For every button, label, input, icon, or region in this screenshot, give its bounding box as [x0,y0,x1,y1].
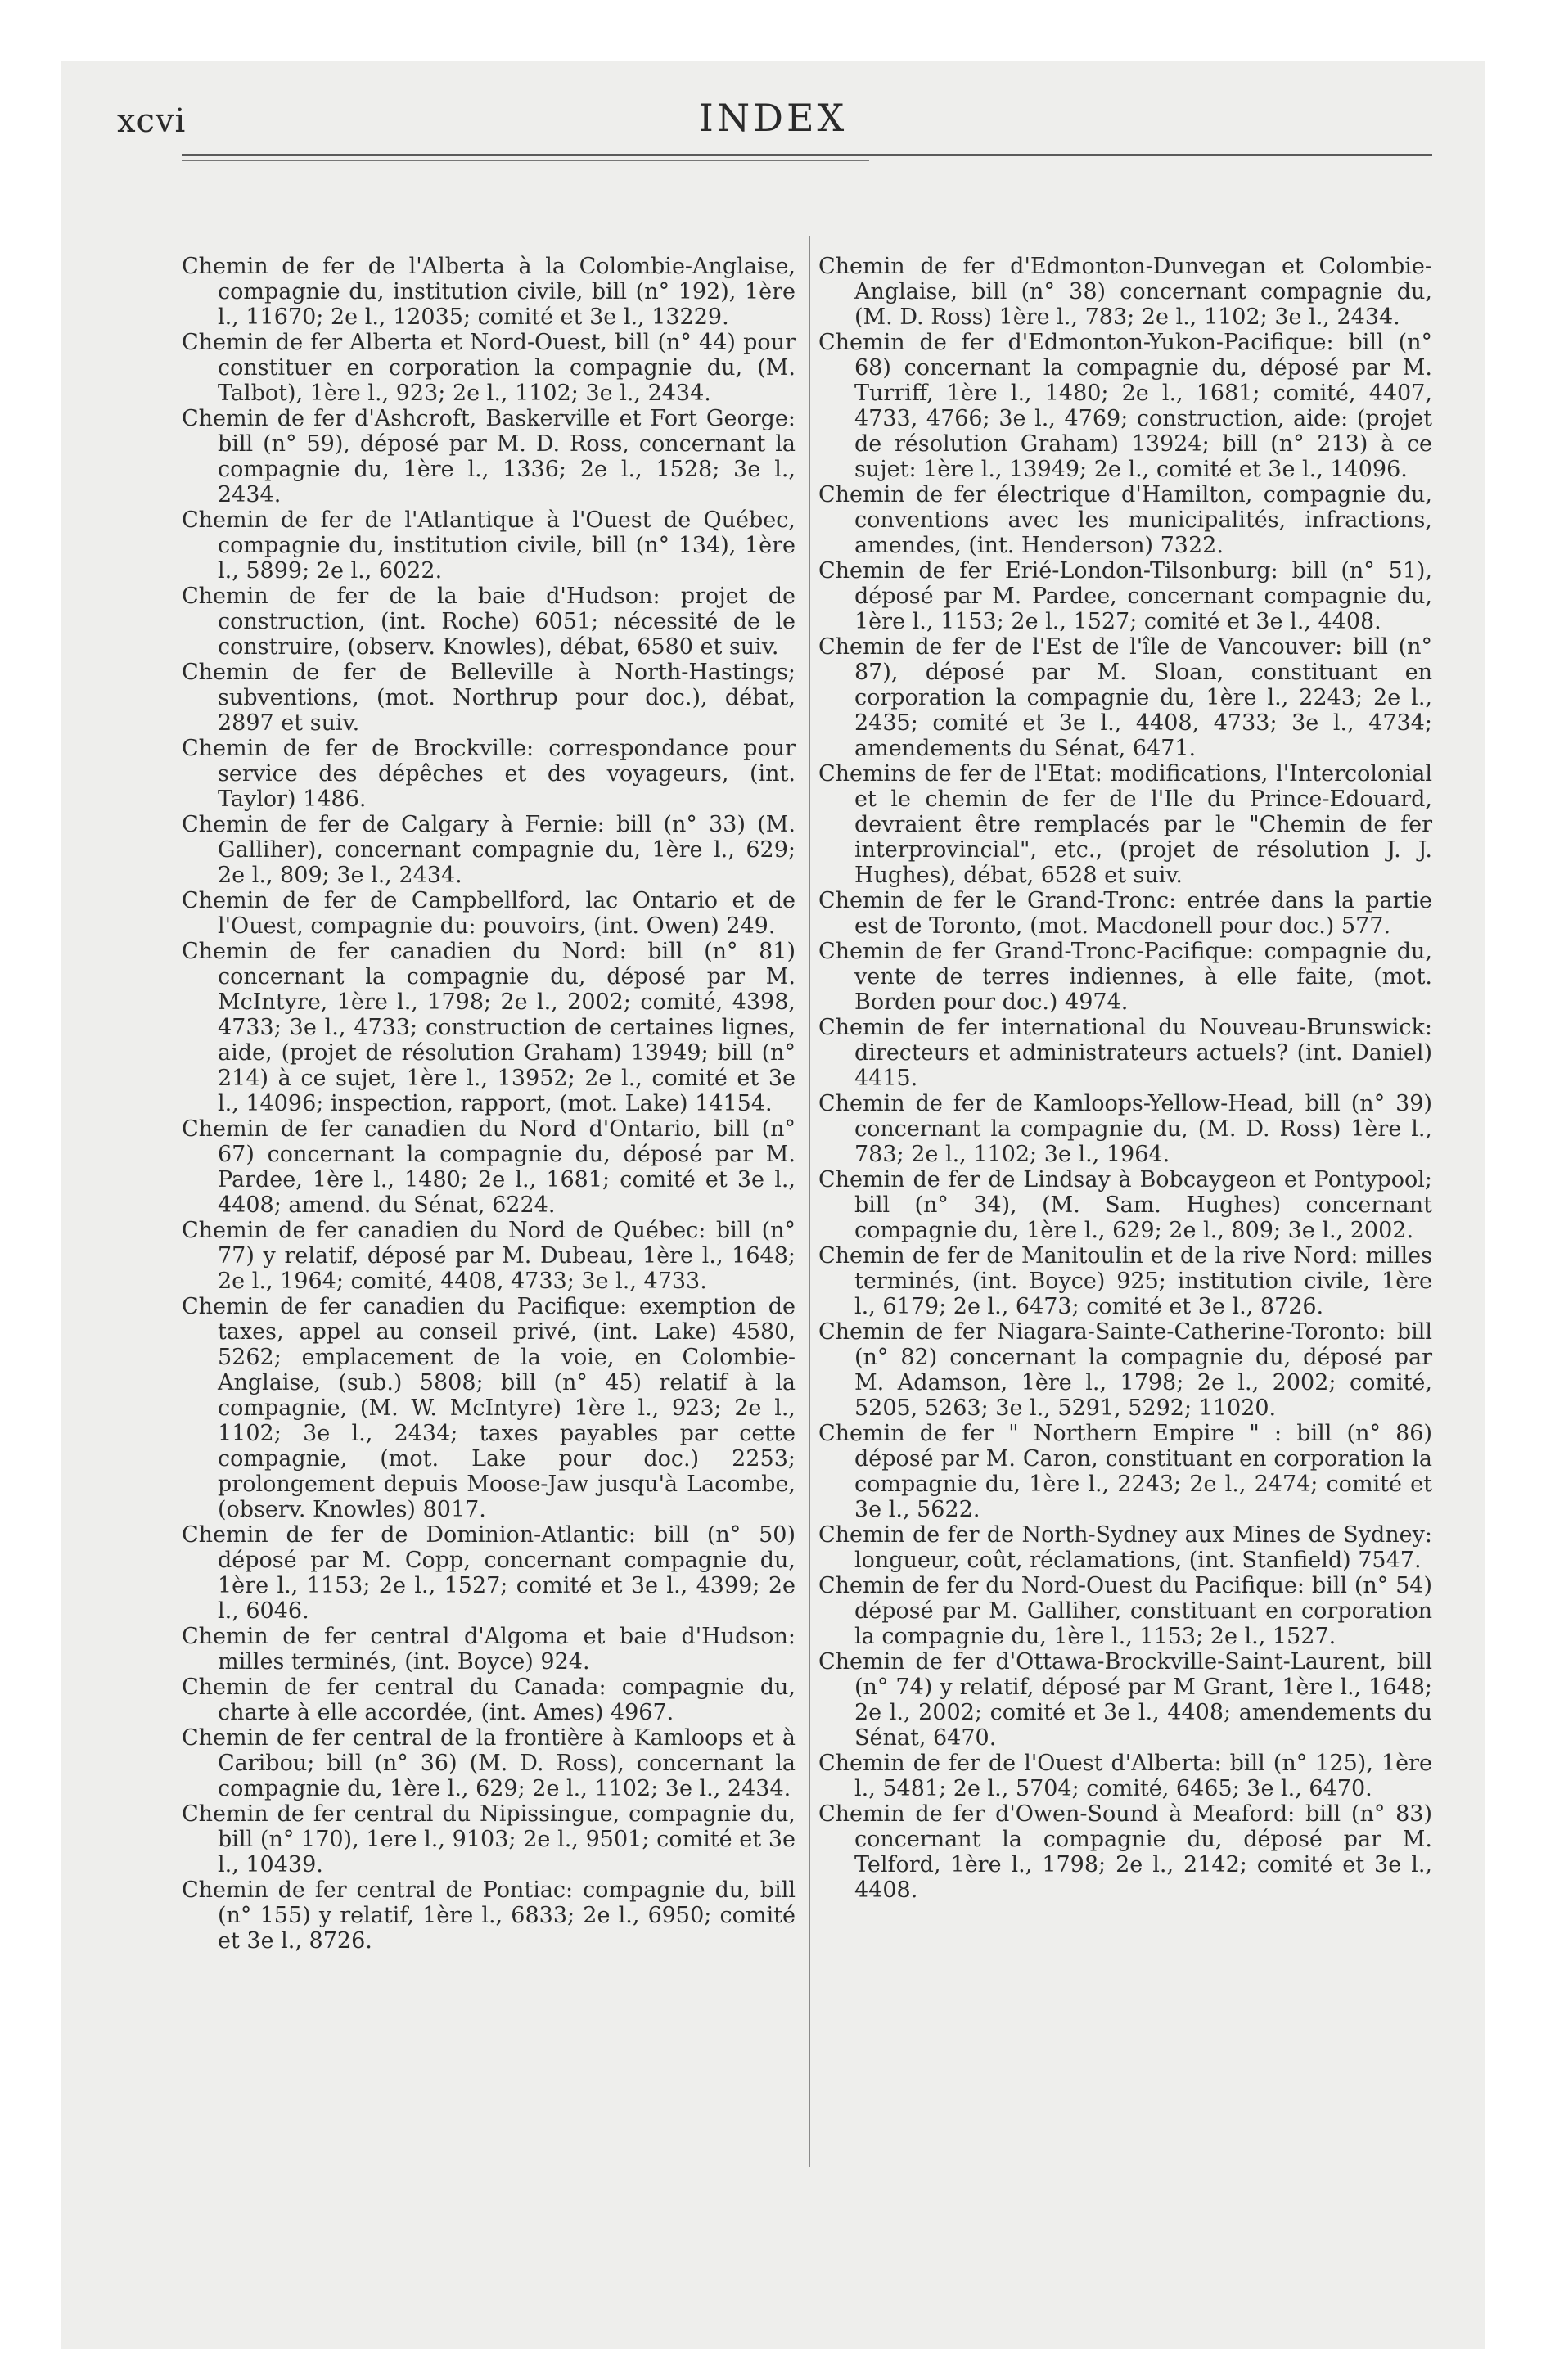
header-rule-thin [182,160,869,161]
index-entry [818,330,1432,482]
page-title: INDEX [698,96,848,140]
index-entry-text: Chemin de fer de Lindsay à Bobcaygeon et Pontypool; bill (n° 34), (M. Sam. Hughes) concernant compagnie du, 1ère l., 629; 2e l., 809; 3e l., 2002. [818,1167,1432,1243]
header-rule-thick [182,154,1432,156]
index-entry [182,1116,796,1218]
index-entry [182,330,796,406]
index-entry-text: Chemin de fer central de Pontiac: compagnie du, bill (n° 155) y relatif, 1ère l., 6833; 2e l., 6950; comité et 3e l., 8726. [182,1877,796,1954]
index-entry [182,1801,796,1877]
index-entry-text: Chemin de fer le Grand-Tronc: entrée dans la partie est de Toronto, (mot. Macdonell pour doc.) 577. [818,888,1432,939]
index-entry-text: Chemin de fer de Calgary à Fernie: bill (n° 33) (M. Galliher), concernant compagnie du, 1ère l., 629; 2e l., 809; 3e l., 2434. [182,812,796,888]
column-divider [809,236,810,2167]
index-entry [182,939,796,1116]
header-rule [182,154,1432,161]
index-entry-text: Chemin de fer central du Canada: compagnie du, charte à elle accordée, (int. Ames) 4967. [182,1675,796,1725]
index-entry-text: Chemin de fer de la baie d'Hudson: projet de construction, (int. Roche) 6051; nécessité de le construire, (observ. Knowles), débat, 6580 et suiv. [182,584,796,660]
index-entry-text: Chemin de fer de l'Alberta à la Colombie-Anglaise, compagnie du, institution civile, bill (n° 192), 1ère l., 11670; 2e l., 12035; comité et 3e l., 13229. [182,254,796,330]
index-entry-text: Chemin de fer de l'Ouest d'Alberta: bill (n° 125), 1ère l., 5481; 2e l., 5704; comité, 6465; 3e l., 6470. [818,1751,1432,1801]
index-entry [818,1573,1432,1649]
index-entry-text: Chemin de fer de Manitoulin et de la rive Nord: milles terminés, (int. Boyce) 925; institution civile, 1ère l., 6179; 2e l., 6473; comité et 3e l., 8726. [818,1243,1432,1319]
index-entry-text: Chemin de fer Grand-Tronc-Pacifique: compagnie du, vente de terres indiennes, à elle faite, (mot. Borden pour doc.) 4974. [818,939,1432,1015]
index-entry-text: Chemin de fer de Belleville à North-Hastings; subventions, (mot. Northrup pour doc.), débat, 2897 et suiv. [182,660,796,736]
index-entry [818,558,1432,634]
index-entry-text: Chemin de fer de North-Sydney aux Mines de Sydney: longueur, coût, réclamations, (int. Stanfield) 7547. [818,1522,1432,1573]
index-entry [818,1015,1432,1091]
index-entry [182,1675,796,1725]
index-column-left [182,254,796,1954]
index-entry-text: Chemin de fer de Brockville: correspondance pour service des dépêches et des voyageurs, (int. Taylor) 1486. [182,736,796,812]
index-entry [182,1877,796,1954]
index-entry [818,1319,1432,1421]
index-entry-text: Chemin de fer électrique d'Hamilton, compagnie du, conventions avec les municipalités, infractions, amendes, (int. Henderson) 7322. [818,482,1432,558]
index-entry-text: Chemin de fer international du Nouveau-Brunswick: directeurs et administrateurs actuels? (int. Daniel) 4415. [818,1015,1432,1091]
index-entry [182,584,796,660]
index-entry [182,1294,796,1522]
index-entry [182,1624,796,1675]
index-entry-text: Chemin de fer " Northern Empire " : bill (n° 86) déposé par M. Caron, constituant en corporation la compagnie du, 1ère l., 2243; 2e l., 2474; comité et 3e l., 5622. [818,1421,1432,1522]
index-entry [182,812,796,888]
index-entry [182,406,796,507]
index-entry-text: Chemin de fer canadien du Nord d'Ontario, bill (n° 67) concernant la compagnie du, déposé par M. Pardee, 1ère l., 1480; 2e l., 1681; comité et 3e l., 4408; amend. du Sénat, 6224. [182,1116,796,1218]
index-entry-text: Chemin de fer Niagara-Sainte-Catherine-Toronto: bill (n° 82) concernant la compagnie du, déposé par M. Adamson, 1ère l., 1798; 2e l., 2002; comité, 5205, 5263; 3e l., 5291, 5292; 11020. [818,1319,1432,1421]
index-entry [182,1218,796,1294]
page-number: xcvi [117,102,187,140]
index-entry-text: Chemin de fer d'Owen-Sound à Meaford: bill (n° 83) concernant la compagnie du, déposé par M. Telford, 1ère l., 1798; 2e l., 2142; comité et 3e l., 4408. [818,1801,1432,1903]
index-entry-text: Chemin de fer d'Ottawa-Brockville-Saint-Laurent, bill (n° 74) y relatif, déposé par M Grant, 1ère l., 1648; 2e l., 2002; comité et 3e l., 4408; amendements du Sénat, 6470. [818,1649,1432,1751]
index-entry [182,888,796,939]
index-entry-text: Chemin de fer de l'Atlantique à l'Ouest de Québec, compagnie du, institution civile, bill (n° 134), 1ère l., 5899; 2e l., 6022. [182,507,796,584]
index-entry [182,736,796,812]
index-column-right [818,254,1432,1903]
index-entry-text: Chemin de fer de l'Est de l'île de Vancouver: bill (n° 87), déposé par M. Sloan, constituant en corporation la compagnie du, 1ère l., 2243; 2e l., 2435; comité et 3e l., 4408, 4733; 3e l., 4734; amendements du Sénat, 6471. [818,634,1432,761]
index-entry-text: Chemin de fer de Dominion-Atlantic: bill (n° 50) déposé par M. Copp, concernant compagnie du, 1ère l., 1153; 2e l., 1527; comité et 3e l., 4399; 2e l., 6046. [182,1522,796,1624]
index-entry [818,634,1432,761]
index-entry-text: Chemin de fer de Kamloops-Yellow-Head, bill (n° 39) concernant la compagnie du, (M. D. Ross) 1ère l., 783; 2e l., 1102; 3e l., 1964. [818,1091,1432,1167]
index-entry-text: Chemin de fer central d'Algoma et baie d'Hudson: milles terminés, (int. Boyce) 924. [182,1624,796,1675]
index-entry-text: Chemin de fer d'Ashcroft, Baskerville et Fort George: bill (n° 59), déposé par M. D. Ross, concernant la compagnie du, 1ère l., 1336; 2e l., 1528; 3e l., 2434. [182,406,796,507]
index-entry [182,1725,796,1801]
index-entry [818,1522,1432,1573]
index-entry-text: Chemin de fer Erié-London-Tilsonburg: bill (n° 51), déposé par M. Pardee, concernant compagnie du, 1ère l., 1153; 2e l., 1527; comité et 3e l., 4408. [818,558,1432,634]
index-entry [182,507,796,584]
index-entry [818,254,1432,330]
index-entry [182,1522,796,1624]
index-entry [818,1751,1432,1801]
index-entry [818,939,1432,1015]
index-entry [818,1649,1432,1751]
index-entry-text: Chemin de fer canadien du Nord de Québec: bill (n° 77) y relatif, déposé par M. Dubeau, 1ère l., 1648; 2e l., 1964; comité, 4408, 4733; 3e l., 4733. [182,1218,796,1294]
index-entry [818,1801,1432,1903]
index-entry-text: Chemin de fer canadien du Pacifique: exemption de taxes, appel au conseil privé, (int. Lake) 4580, 5262; emplacement de la voie, en Colombie-Anglaise, (sub.) 5808; bill (n° 45) relatif à la compagnie, (M. W. McIntyre) 1ère l., 923; 2e l., 1102; 3e l., 2434; taxes payables par cette compagnie, (mot. Lake pour doc.) 2253; prolongement depuis Moose-Jaw jusqu'à Lacombe, (observ. Knowles) 8017. [182,1294,796,1522]
index-entry [818,1243,1432,1319]
index-entry [182,660,796,736]
index-entry-text: Chemin de fer d'Edmonton-Yukon-Pacifique: bill (n° 68) concernant la compagnie du, déposé par M. Turriff, 1ère l., 1480; 2e l., 1681; comité, 4407, 4733, 4766; 3e l., 4769; construction, aide: (projet de résolution Graham) 13924; bill (n° 213) à ce sujet: 1ère l., 13949; 2e l., comité et 3e l., 14096. [818,330,1432,482]
index-entry [818,888,1432,939]
index-entry-text: Chemin de fer de Campbellford, lac Ontario et de l'Ouest, compagnie du: pouvoirs, (int. Owen) 249. [182,888,796,939]
index-entry-text: Chemin de fer canadien du Nord: bill (n° 81) concernant la compagnie du, déposé par M. McIntyre, 1ère l., 1798; 2e l., 2002; comité, 4398, 4733; 3e l., 4733; construction de certaines lignes, aide, (projet de résolution Graham) 13949; bill (n° 214) à ce sujet, 1ère l., 13952; 2e l., comité et 3e l., 14096; inspection, rapport, (mot. Lake) 14154. [182,939,796,1116]
index-entry-text: Chemin de fer d'Edmonton-Dunvegan et Colombie-Anglaise, bill (n° 38) concernant compagnie du, (M. D. Ross) 1ère l., 783; 2e l., 1102; 3e l., 2434. [818,254,1432,330]
index-entry-text: Chemin de fer Alberta et Nord-Ouest, bill (n° 44) pour constituer en corporation la compagnie du, (M. Talbot), 1ère l., 923; 2e l., 1102; 3e l., 2434. [182,330,796,406]
index-entry-text: Chemin de fer central de la frontière à Kamloops et à Caribou; bill (n° 36) (M. D. Ross), concernant la compagnie du, 1ère l., 629; 2e l., 1102; 3e l., 2434. [182,1725,796,1801]
index-entry [818,1421,1432,1522]
index-entry [818,1167,1432,1243]
index-entry-text: Chemin de fer du Nord-Ouest du Pacifique: bill (n° 54) déposé par M. Galliher, constituant en corporation la compagnie du, 1ère l., 1153; 2e l., 1527. [818,1573,1432,1649]
index-entry-text: Chemin de fer central du Nipissingue, compagnie du, bill (n° 170), 1ere l., 9103; 2e l., 9501; comité et 3e l., 10439. [182,1801,796,1877]
index-entry [818,482,1432,558]
index-entry [182,254,796,330]
index-entry [818,761,1432,888]
index-entry [818,1091,1432,1167]
index-entry-text: Chemins de fer de l'Etat: modifications, l'Intercolonial et le chemin de fer de l'Ile du Prince-Edouard, devraient être remplacés par le "Chemin de fer interprovincial", etc., (projet de résolution J. J. Hughes), débat, 6528 et suiv. [818,761,1432,888]
